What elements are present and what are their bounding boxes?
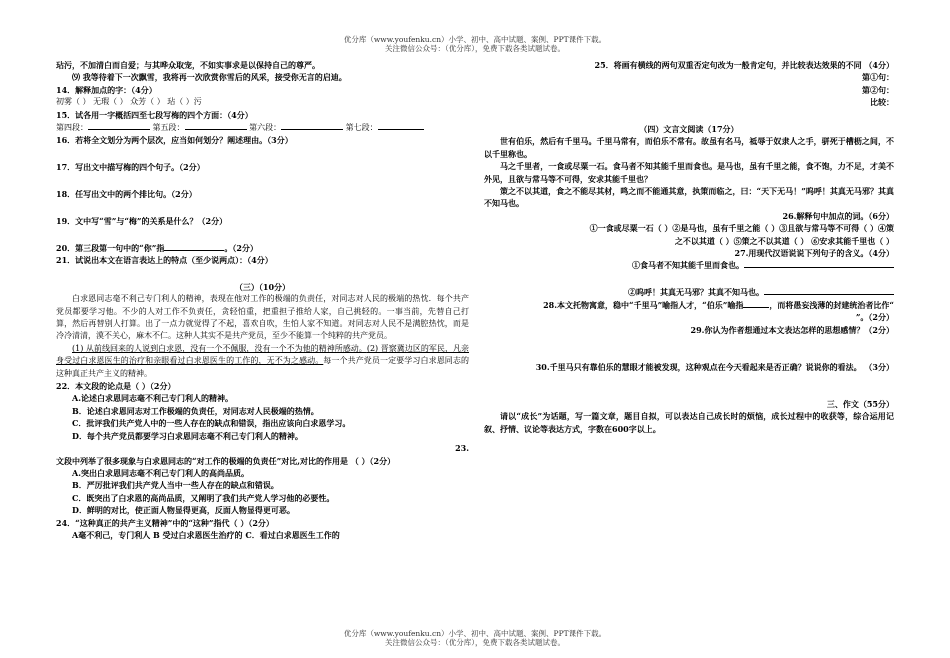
q28-text: 28.本文托物寓意，稳中“千里马”喻指人才，“伯乐”喻指 (543, 299, 744, 310)
page-footer (0, 629, 950, 647)
option-a: A.突出白求恩同志毫不利己专门利人的高尚品质。 (72, 467, 249, 478)
underlined-sentence-1: (1) 从前线回来的人说到白求恩，没有一个不佩服，没有一个不为他的精神所感动。 (72, 343, 367, 353)
header-line-1: 优分库（www.youfenku.cn）小学、初中、高中试题、案例、PPT课件下载。 (343, 35, 607, 44)
answer-blank[interactable] (378, 121, 424, 130)
answer-blank[interactable] (764, 286, 894, 295)
option-d: D．鲜明的对比，使正面人物显得更高，反面人物显得更可恶。 (72, 505, 295, 516)
question-19: 19．文中写“雪”与“梅”的关系是什么？（2分） (56, 215, 228, 226)
question-22: 22．本文段的论点是（ ）（2分） (56, 381, 176, 392)
section-4-title: （四）文言文阅读（17分） (639, 124, 739, 135)
classical-paragraph-1: 世有伯乐，然后有千里马。千里马常有，而伯乐不常有。故虽有名马，祗辱于奴隶人之手，骈死于槽枥之间，不以千里称也。 (484, 136, 894, 159)
right-column (484, 59, 894, 435)
question-15: 15．试各用一字概括四至七段写梅的四个方面：（4分） (56, 109, 253, 120)
header-line-2: 关注微信公众号：（优分库），免费下载各类试题试卷。 (385, 44, 565, 53)
q15-label: 第四段： (56, 123, 88, 133)
answer-blank[interactable] (185, 121, 247, 130)
classical-paragraph-2: 马之千里者，一食或尽粟一石。食马者不知其能千里而食也。是马也，虽有千里之能，食不饱，力不足，才美不外见，且欲与常马等不可得，安求其能千里也？ (484, 161, 894, 184)
answer-blank[interactable] (744, 259, 894, 268)
footer-line-2: 关注微信公众号：（优分库），免费下载各类试题试卷。 (385, 638, 565, 647)
page-header (0, 35, 950, 53)
question-27: 27.用现代汉语说说下列句子的含义。（4分） (734, 248, 894, 259)
left-column (56, 59, 469, 541)
question-17: 17．写出文中描写梅的四个句子。（2分） (56, 162, 205, 173)
option-a: A.论述白求恩同志毫不利己专门利人的精神。 (72, 393, 233, 404)
question-29: 29.你认为作者想通过本文表达怎样的思想感情？（2分） (690, 324, 894, 335)
q25-compare: 比较： (870, 97, 894, 108)
question-28 (484, 299, 894, 311)
section-3-title: （三）（10分） (234, 281, 291, 292)
option-c: C．批评我们共产党人中的一些人存在的缺点和错误，指出应该向白求恩学习。 (72, 418, 351, 429)
question-26-items: ①一食或尽粟一石（ ）②是马也，虽有千里之能（ ）③且欲与常马等不可得（ ）④策 (589, 223, 894, 234)
passage-line: 玷污，不加清白而自爱；与其哗众取宠，不如实事求是以保持自己的尊严。 (56, 60, 320, 70)
question-23-number: 23. (455, 443, 469, 454)
option-b: B．严厉批评我们共产党人当中一些人存在的缺点和错误。 (72, 480, 279, 491)
q25-line-2: 第②句： (862, 84, 894, 95)
composition-prompt: 请以“成长”为话题，写一篇文章，题目自拟，可以表达自己成长时的烦恼，成长过程中的收获等，综合运用记叙、抒情、议论等表达方式，字数在600字以上。 (484, 411, 894, 434)
option-c: C．既突出了白求恩的高尚品质，又阐明了我们共产党人学习他的必要性。 (72, 492, 335, 503)
footer-line-1: 优分库（www.youfenku.cn）小学、初中、高中试题、案例、PPT课件下载。 (343, 629, 607, 638)
question-18: 18．任写出文中的两个排比句。（2分） (56, 189, 197, 200)
passage-sentence: 每一个共产党员一定要学习白求恩同志的这种真正共产主义的精神。 (56, 356, 469, 378)
question-20 (56, 242, 469, 254)
question-26-items-cont: 之不以其道（ ）⑤策之不以其道（ ） ⑥安求其能千里也（ ） (674, 235, 894, 246)
passage-line: ⑼ 我等待着下一次飘雪，我将再一次欣赏你雪后的风采，接受你无言的启迪。 (72, 72, 347, 83)
q25-line-1: 第①句： (862, 72, 894, 83)
answer-blank[interactable] (743, 299, 769, 308)
question-30: 30.千里马只有靠伯乐的慧眼才能被发现，这种观点在今天看起来是否正确？说说你的看法。 （3分） (535, 361, 894, 372)
passage-paragraph: 白求恩同志毫不利己专门利人的精神，表现在他对工作的极端的负责任，对同志对人民的极端的热忱．每个共产党员都要学习他。不少的人对工作不负责任，贪轻怕重，把重担子推给人家，自己挑轻的。一事当前，先替自己打算，然后再替别人打算。出了一点力就觉得了不起，喜欢自吹，生怕人家不知道。对同志对人民不是满腔热忱，而是冷冷清清，漠不关心，麻木不仁。这种人其实不是共产党员，至少不能算一个纯粹的共产党员。 (56, 294, 469, 341)
underlined-sentence-2: (2) 晋察冀边区的军民，凡亲身受过白求恩医生的治疗和亲眼看过白求恩医生的工作的，无不为之感动。 (56, 343, 470, 366)
classical-paragraph-3: 策之不以其道，食之不能尽其材，鸣之而不能通其意，执策而临之，曰：“天下无马！”呜呼！其真无马邪？其真不知马也。 (484, 186, 894, 209)
q27-sentence-1 (484, 259, 894, 271)
question-23: 文段中列举了很多现象与白求恩同志的“对工作的极端的负责任”对比,对比的作用是 （ ）（2分） (56, 455, 396, 466)
q20-text-end: 。（2分） (224, 242, 258, 253)
question-25: 25．将画有横线的两句双重否定句改为一般肯定句，并比较表达效果的不同 （4分） (594, 60, 894, 70)
question-26: 26.解释句中加点的词。（6分） (782, 210, 894, 221)
q27-text-1: ①食马者不知其能千里而食也。 (632, 260, 744, 271)
q15-label: 第五段： (152, 123, 185, 133)
question-24: 24．“这种真正的共产主义精神”中的“这种”指代（ ）（2分） (56, 517, 274, 528)
answer-blank[interactable] (88, 121, 150, 130)
question-28-end: ”。（2分） (855, 312, 894, 323)
answer-blank[interactable] (164, 242, 224, 251)
answer-blank[interactable] (281, 121, 343, 130)
question-14: 14．解释加点的字：（4分） (56, 84, 157, 95)
passage-paragraph-2 (56, 343, 469, 380)
q15-label: 第六段： (249, 123, 282, 133)
q20-text: 20．第三段第一句中的“你”指 (56, 242, 165, 253)
question-21: 21．试说出本文在语言表达上的特点（至少说两点）：（4分） (56, 255, 273, 266)
question-24-options: A毫不利己，专门利人 B 受过白求恩医生治疗的 C．看过白求恩医生工作的 (72, 529, 340, 540)
option-d: D．每个共产党员都要学习白求恩同志毫不利己专门利人的精神。 (72, 430, 303, 441)
question-15-blanks (56, 121, 469, 134)
question-14-blanks: 初雾（ ） 无瑕（ ） 众芳（ ） 玷（ ）污 (56, 97, 202, 107)
q15-label: 第七段： (345, 123, 378, 133)
option-b: B．论述白求恩同志对工作极端的负责任，对同志对人民极端的热情。 (72, 405, 319, 416)
q28-text-mid: ，而将愚妄浅薄的封建统治者比作“ (769, 299, 894, 310)
question-16: 16．若将全文划分为两个层次，应当如何划分？阐述理由。（3分） (56, 135, 293, 146)
q27-text-2: ②呜呼！其真无马邪？其真不知马也。 (628, 287, 764, 298)
section-5-title: 三、作文（55分） (826, 398, 894, 409)
q27-sentence-2 (484, 286, 894, 298)
